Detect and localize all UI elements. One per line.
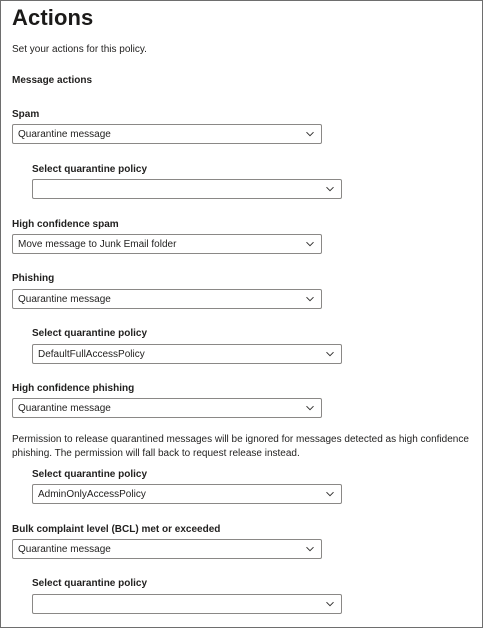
chevron-down-icon: [325, 184, 335, 194]
dropdown-value: DefaultFullAccessPolicy: [38, 349, 145, 360]
chevron-down-icon: [325, 599, 335, 609]
chevron-down-icon: [325, 489, 335, 499]
chevron-down-icon: [305, 403, 315, 413]
phishing-action-dropdown[interactable]: [12, 289, 322, 309]
spam-label: Spam: [12, 109, 40, 120]
high-confidence-phishing-action-dropdown[interactable]: [12, 398, 322, 418]
high-confidence-spam-label: High confidence spam: [12, 219, 119, 230]
chevron-down-icon: [305, 129, 315, 139]
spam-quarantine-policy-dropdown[interactable]: [32, 179, 342, 199]
section-heading: Message actions: [12, 75, 93, 86]
phishing-quarantine-label: Select quarantine policy: [32, 328, 148, 339]
high-confidence-spam-action-dropdown[interactable]: [12, 234, 322, 254]
bulk-label: Bulk complaint level (BCL) met or exceeded: [12, 524, 221, 535]
dropdown-value: Quarantine message: [18, 294, 111, 305]
page-title: Actions: [12, 5, 94, 30]
chevron-down-icon: [305, 544, 315, 554]
high-confidence-phishing-quarantine-policy-dropdown[interactable]: [32, 484, 342, 504]
phishing-quarantine-policy-dropdown[interactable]: [32, 344, 342, 364]
dropdown-value: Move message to Junk Email folder: [18, 239, 177, 250]
phishing-label: Phishing: [12, 273, 55, 284]
dropdown-value: Quarantine message: [18, 129, 111, 140]
chevron-down-icon: [325, 349, 335, 359]
high-confidence-phishing-label: High confidence phishing: [12, 383, 135, 394]
high-confidence-phishing-quarantine-label: Select quarantine policy: [32, 469, 148, 480]
bulk-quarantine-label: Select quarantine policy: [32, 578, 148, 589]
spam-quarantine-label: Select quarantine policy: [32, 164, 148, 175]
dropdown-value: AdminOnlyAccessPolicy: [38, 489, 146, 500]
spam-action-dropdown[interactable]: [12, 124, 322, 144]
chevron-down-icon: [305, 294, 315, 304]
dropdown-value: Quarantine message: [18, 403, 111, 414]
page-description: Set your actions for this policy.: [12, 44, 147, 55]
high-confidence-phishing-note: Permission to release quarantined messages will be ignored for messages detected as high confidence phishing. The permission will fall back to request release instead.: [12, 434, 469, 459]
chevron-down-icon: [305, 239, 315, 249]
bulk-quarantine-policy-dropdown[interactable]: [32, 594, 342, 614]
bulk-action-dropdown[interactable]: [12, 539, 322, 559]
dropdown-value: Quarantine message: [18, 544, 111, 555]
